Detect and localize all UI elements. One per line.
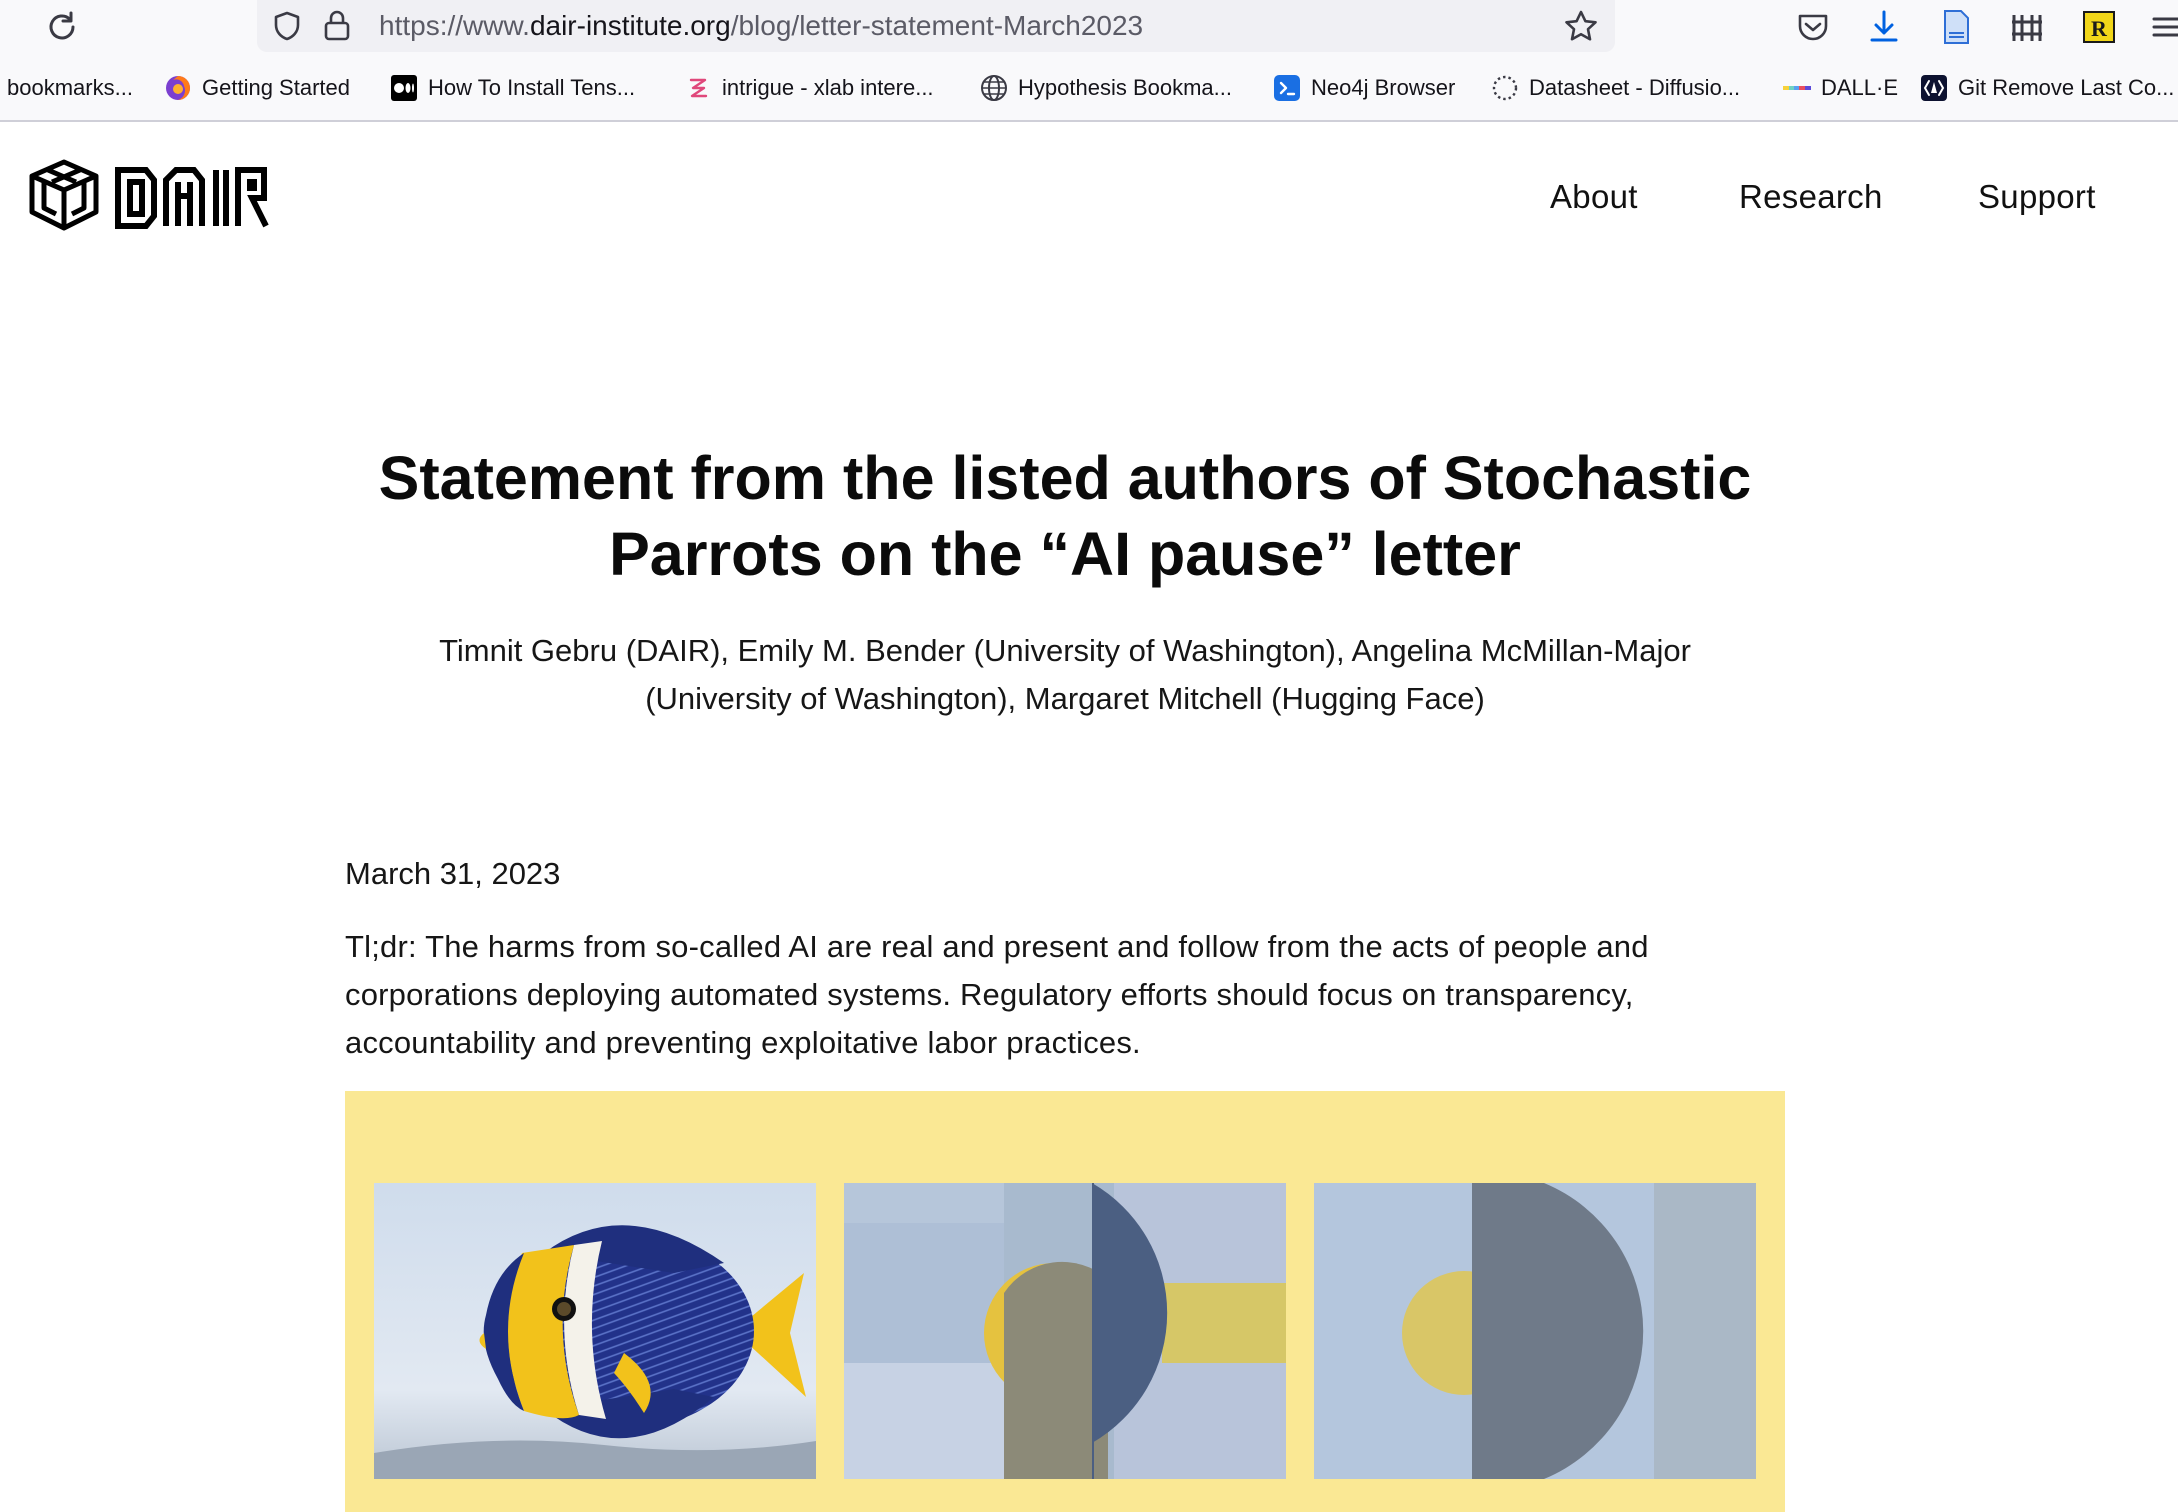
dalle-icon	[1783, 74, 1811, 102]
document-icon[interactable]	[1936, 7, 1976, 47]
address-bar[interactable]	[257, 0, 1615, 52]
nav-research-link[interactable]: Research	[1739, 178, 1883, 215]
terminal-icon	[1273, 74, 1301, 102]
article-tldr: Tl;dr: The harms from so-called AI are real and present and follow from the acts of people and corporations deploying automated systems. Regulatory efforts should focus on transparency, accountability and preventing exploitative labor practices.	[345, 929, 1649, 1060]
url-text[interactable]: https://www.dair-institute.org/blog/letter-statement-March2023	[379, 10, 1144, 41]
hero-image	[345, 1091, 1785, 1512]
abstract-panel-2	[1314, 1183, 1756, 1479]
lock-icon[interactable]	[321, 8, 353, 42]
article-authors: Timnit Gebru (DAIR), Emily M. Bender (University of Washington), Angelina McMillan-Major (University of Washington), Margaret Mitchell (Hugging Face)	[439, 633, 1691, 716]
dotted-circle-icon	[1491, 74, 1519, 102]
bookmark-datasheet[interactable]: Datasheet - Diffusio...	[1491, 54, 1740, 122]
bookmark-git-remove[interactable]: Git Remove Last Co...	[1920, 54, 2174, 122]
fence-extension-icon[interactable]	[2007, 7, 2047, 47]
nav-about-link[interactable]: About	[1550, 178, 1638, 215]
git-icon	[1920, 74, 1948, 102]
firefox-icon	[164, 74, 192, 102]
bookmark-install-tensorflow[interactable]: How To Install Tens...	[390, 54, 635, 122]
pocket-icon[interactable]	[1793, 7, 1833, 47]
article-title: Statement from the listed authors of Stochastic Parrots on the “AI pause” letter	[378, 444, 1752, 588]
r-extension-icon[interactable]	[2079, 7, 2119, 47]
angelfish-photo	[374, 1183, 816, 1479]
dair-logo[interactable]	[26, 158, 272, 236]
bookmarks-bar	[0, 54, 2178, 122]
medium-icon	[390, 74, 418, 102]
nav-support-link[interactable]: Support	[1978, 178, 2096, 215]
dair-wordmark	[118, 170, 266, 226]
cube-logo-mark	[32, 162, 96, 228]
svg-text:R: R	[2091, 16, 2107, 41]
tracking-shield-icon[interactable]	[271, 10, 303, 42]
menu-icon[interactable]	[2148, 7, 2178, 47]
download-icon[interactable]	[1864, 7, 1904, 47]
bookmark-star-icon[interactable]	[1563, 9, 1599, 43]
bookmark-neo4j[interactable]: Neo4j Browser	[1273, 54, 1455, 122]
bookmark-other[interactable]: bookmarks...	[7, 75, 133, 100]
bookmark-intrigue[interactable]: intrigue - xlab intere...	[684, 54, 934, 122]
browser-toolbar	[0, 0, 2178, 54]
bookmark-hypothesis[interactable]: Hypothesis Bookma...	[980, 54, 1232, 122]
bookmark-getting-started[interactable]: Getting Started	[164, 54, 350, 122]
intrigue-icon	[684, 74, 712, 102]
article-date: March 31, 2023	[345, 856, 561, 891]
abstract-panel-1	[844, 1183, 1286, 1479]
globe-icon	[980, 74, 1008, 102]
bookmark-dalle[interactable]: DALL·E	[1783, 54, 1898, 122]
reload-icon[interactable]	[42, 7, 82, 47]
